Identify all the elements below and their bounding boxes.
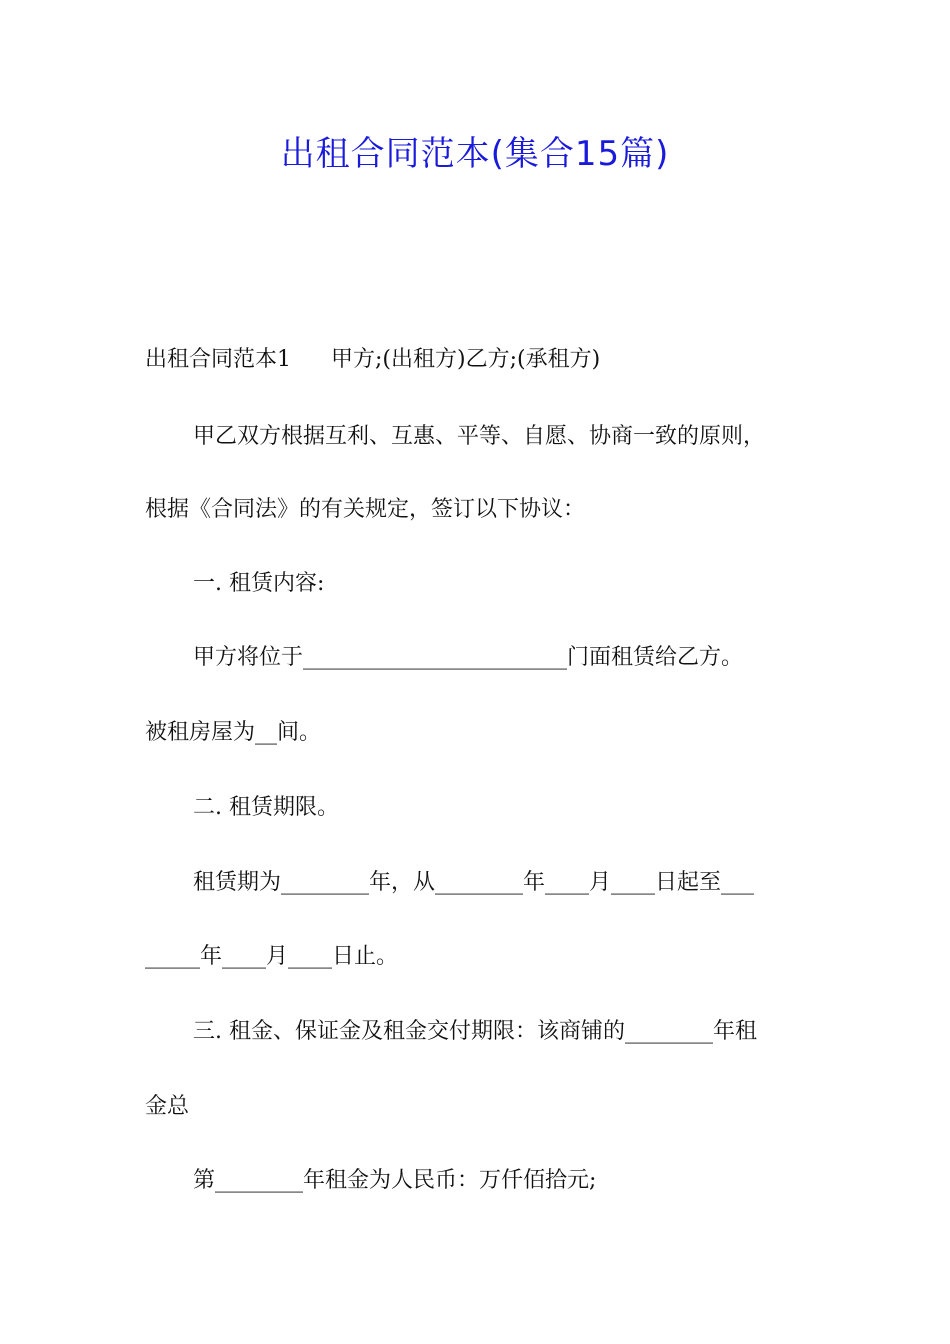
section-heading: 三. 租金、保证金及租金交付期限：该商铺的________年租 [193, 1019, 757, 1044]
paragraph-line: 租赁期为________年，从________年____月____日起至___ [193, 870, 755, 895]
paragraph-line: 第________年租金为人民币：万仟佰拾元; [193, 1168, 597, 1193]
contract-heading [145, 345, 600, 375]
section-heading: 一. 租赁内容: [193, 571, 325, 596]
parties-line: 甲方;(出租方)乙方;(承租方) [331, 347, 601, 372]
paragraph-line: 甲方将位于________________________门面租赁给乙方。 [193, 645, 744, 670]
paragraph-line: 金总 [145, 1094, 190, 1119]
section-heading: 二. 租赁期限。 [193, 795, 339, 820]
paragraph-line: 根据《合同法》的有关规定，签订以下协议： [145, 497, 586, 522]
paragraph-line: 被租房屋为__间。 [145, 720, 322, 745]
paragraph-line: _____年____月____日止。 [145, 944, 399, 969]
contract-number: 出租合同范本1 [145, 347, 291, 372]
document-title: 出租合同范本(集合15篇) [280, 134, 670, 174]
paragraph-line: 甲乙双方根据互利、互惠、平等、自愿、协商一致的原则， [193, 424, 766, 449]
